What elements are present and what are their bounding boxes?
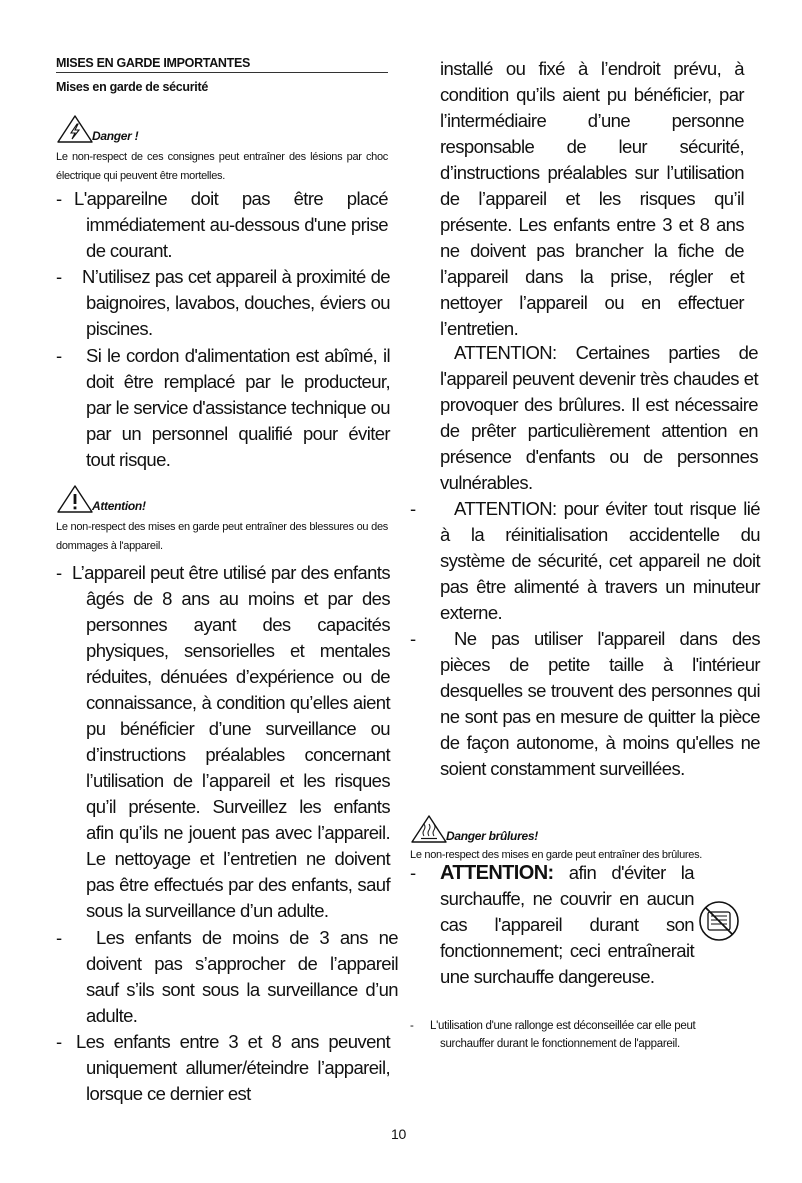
- list-item: [56, 343, 390, 473]
- burn-danger-header: [410, 814, 538, 844]
- paragraph-text: ATTENTION: Certaines parties de l'appareil peuvent devenir très chaudes et provoquer des brûlures. Il est nécessaire de prêter particulièrement attention en présence d'enfants ou de personnes vulnérables.: [440, 342, 758, 493]
- danger-description: Le non-respect de ces consignes peut entraîner des lésions par choc électrique qui peuvent être mortelles.: [56, 151, 388, 182]
- bullet-dash: -: [56, 927, 62, 948]
- section-subheading: Mises en garde de sécurité: [56, 80, 208, 94]
- burn-danger-description: Le non-respect des mises en garde peut entraîner des brûlures.: [410, 849, 703, 861]
- electric-hazard-icon: [56, 114, 94, 144]
- burn-warning-text: [440, 860, 694, 990]
- list-item-text: Ne pas utiliser l'appareil dans des pièces de petite taille à l'intérieur desquelles se trouvent des personnes qui ne sont pas en mesure de quitter la pièce de façon autonome, à moins qu'elles ne soient constamment surveillées.: [440, 628, 760, 779]
- bullet-dash: -: [56, 562, 62, 583]
- list-item-text: L'utilisation d'une rallonge est déconseillée car elle peut surchauffer durant le fonctionnement de l'appareil.: [430, 1020, 696, 1050]
- list-item-text: ATTENTION: pour éviter tout risque lié à la réinitialisation accidentelle du système de sécurité, cet appareil ne doit pas être alimenté à travers un minuteur externe.: [440, 498, 760, 623]
- bullet-dash: -: [56, 345, 62, 366]
- list-item: [56, 264, 390, 342]
- do-not-cover-icon: [698, 900, 740, 942]
- list-item: [56, 1029, 390, 1107]
- section-heading: MISES EN GARDE IMPORTANTES: [56, 56, 388, 73]
- list-item: [56, 925, 398, 1029]
- paragraph: [440, 340, 758, 496]
- attention-label: Attention!: [92, 499, 146, 513]
- bullet-dash: -: [410, 1020, 414, 1032]
- burn-warning-rest: afin d'éviter la surchauffe, ne couvrir en aucun cas l'appareil durant son fonctionnement; ceci entraînerait une surchauffe dangereuse.: [440, 862, 694, 987]
- bullet-dash: -: [56, 188, 62, 209]
- list-item: [410, 626, 760, 782]
- list-item-text: L'appareilne doit pas être placé immédiatement au-dessous d'une prise de courant.: [74, 188, 388, 261]
- bullet-dash: -: [410, 498, 416, 519]
- warning-triangle-icon: [56, 484, 94, 514]
- attention-bold: ATTENTION:: [440, 862, 554, 884]
- list-item: [410, 496, 760, 626]
- list-item: [410, 1017, 744, 1053]
- bullet-dash: -: [56, 266, 62, 287]
- danger-label: Danger !: [92, 129, 139, 143]
- bullet-dash: -: [56, 1031, 62, 1052]
- list-item-continued: [440, 56, 744, 342]
- list-item-text: L’appareil peut être utilisé par des enfants âgés de 8 ans au moins et par des personnes ayant des capacités physiques, sensorielles et mentales réduites, dénuées d’expérience ou de connaissance, à condition qu’elles aient pu bénéficier d’une surveillance ou d’instructions préalables concernant l’utilisation de l’appareil et les risques qu’il présente. Surveillez les enfants afin qu’ils ne jouent pas avec l’appareil. Le nettoyage et l’entretien ne doivent pas être effectués par des enfants, sauf sous la surveillance d’un adulte.: [72, 562, 390, 921]
- danger-header: [56, 114, 138, 144]
- list-item: [56, 186, 388, 264]
- bullet-dash: -: [410, 862, 416, 883]
- list-item: [56, 560, 390, 924]
- attention-description: Le non-respect des mises en garde peut entraîner des blessures ou des dommages à l'appareil.: [56, 521, 388, 552]
- list-item-text: installé ou fixé à l’endroit prévu, à condition qu’ils aient pu bénéficier, par l’intermédiaire d’une personne responsable de leur sécurité, d’instructions préalables sur l’utilisation de l’appareil et les risques qu’il présente. Les enfants entre 3 et 8 ans ne doivent pas brancher la fiche de l’appareil dans la prise, régler et nettoyer l’appareil ou en effectuer l’entretien.: [440, 58, 744, 339]
- bullet-dash: -: [410, 628, 416, 649]
- attention-header: [56, 484, 146, 514]
- hot-surface-icon: [410, 814, 448, 844]
- list-item-text: Les enfants entre 3 et 8 ans peuvent uniquement allumer/éteindre l’appareil, lorsque ce dernier est: [76, 1031, 390, 1104]
- page-number: 10: [391, 1126, 406, 1142]
- list-item-text: Les enfants de moins de 3 ans ne doivent pas s’approcher de l’appareil sauf s’ils sont sous la surveillance d’un adulte.: [86, 927, 398, 1026]
- list-item-text: Si le cordon d'alimentation est abîmé, il doit être remplacé par le producteur, par le service d'assistance technique ou par un personnel qualifié pour éviter tout risque.: [86, 345, 390, 470]
- burn-danger-label: Danger brûlures!: [446, 829, 538, 843]
- list-item-text: N’utilisez pas cet appareil à proximité de baignoires, lavabos, douches, éviers ou piscines.: [82, 266, 390, 339]
